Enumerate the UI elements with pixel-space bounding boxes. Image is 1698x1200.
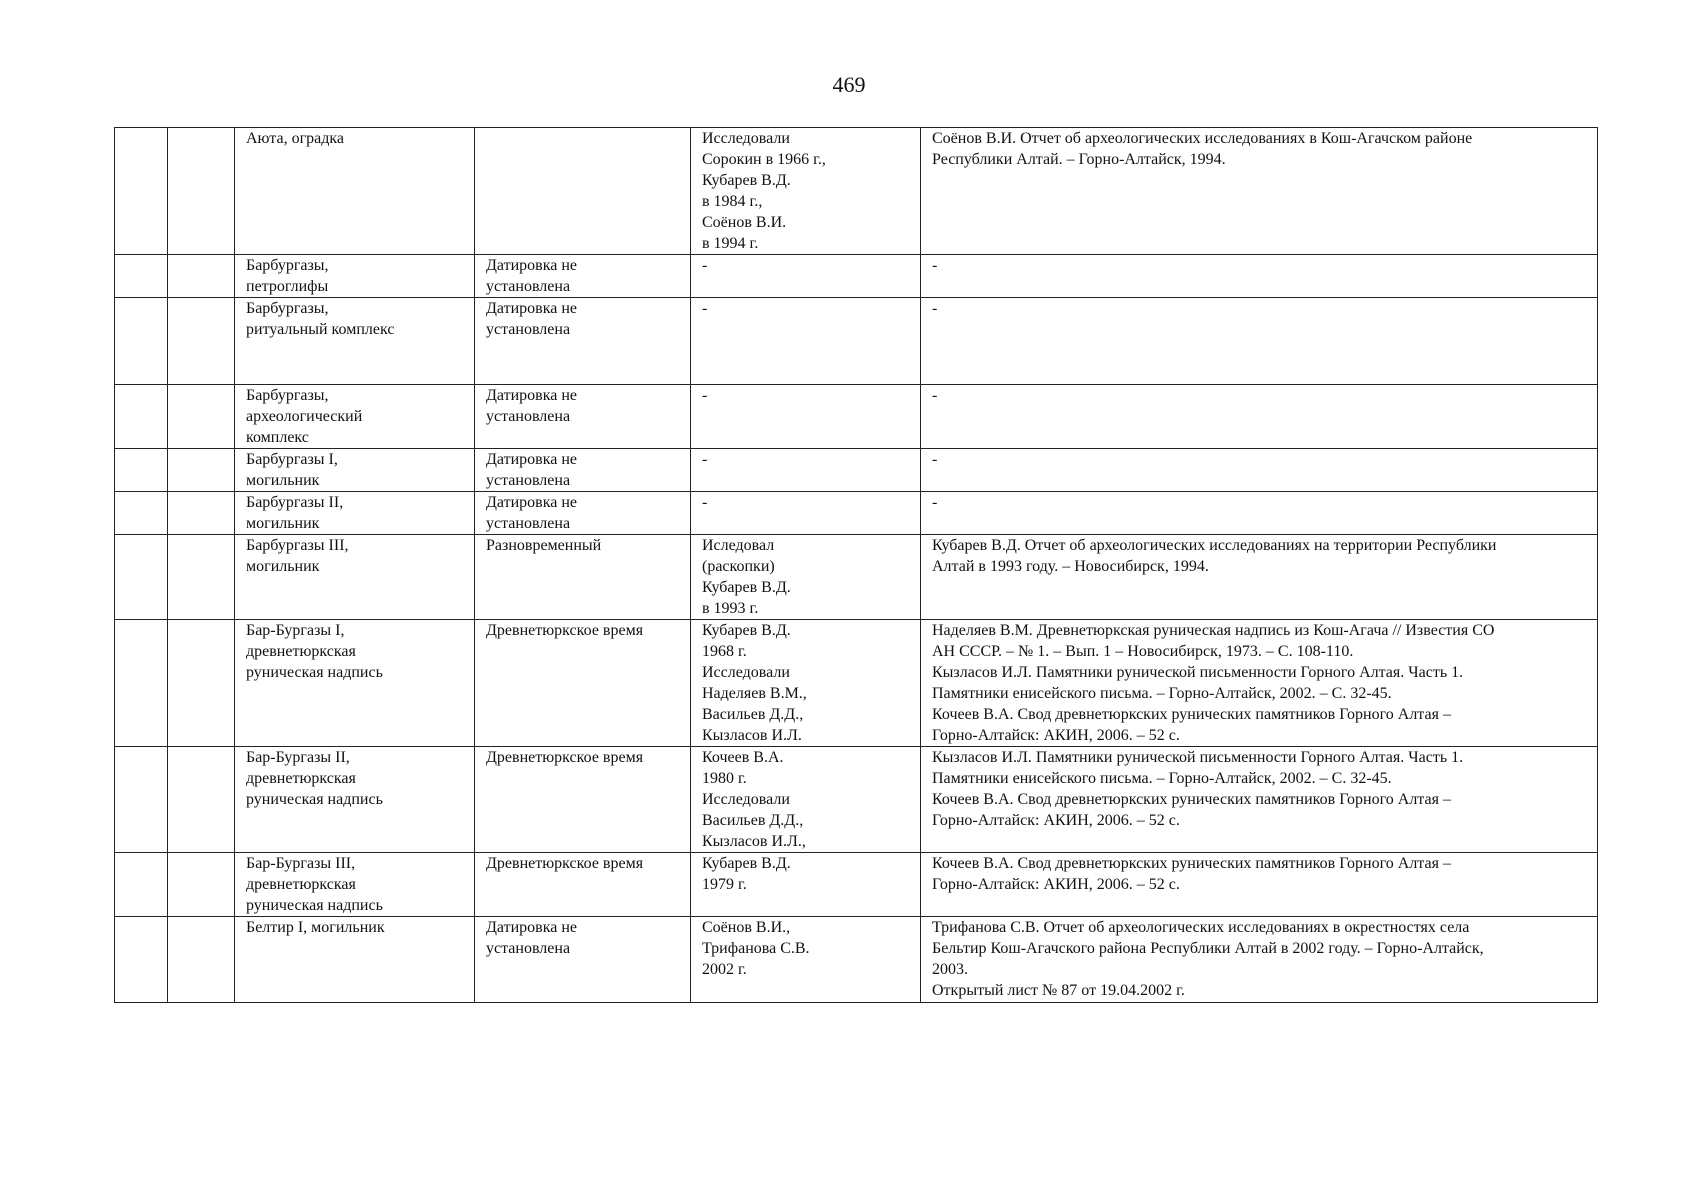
row-number-cell (115, 747, 168, 853)
cell-line: Барбургазы, (246, 300, 329, 317)
cell-line: Кочеев В.А. (702, 749, 784, 766)
row-number-cell (115, 128, 168, 255)
investigated-cell (691, 492, 921, 535)
cell-line: Кызласов И.Л. (702, 727, 802, 744)
row-number-cell (115, 298, 168, 385)
investigated-cell (691, 255, 921, 298)
investigated-cell (691, 385, 921, 449)
cell-line: Васильев Д.Д., (702, 812, 804, 829)
row-number-cell (115, 535, 168, 620)
cell-line: установлена (486, 278, 571, 295)
cell-line: - (932, 451, 938, 468)
cell-line: Кубарев В.Д. (702, 855, 791, 872)
cell-line: Кубарев В.Д. (702, 172, 791, 189)
literature-cell (921, 298, 1598, 385)
row-code-cell (168, 298, 235, 385)
dating-cell (475, 917, 691, 1003)
monuments-table (114, 127, 1598, 1003)
cell-line: Датировка не (486, 451, 578, 468)
cell-line: Васильев Д.Д., (702, 706, 804, 723)
monument-name-cell (235, 298, 475, 385)
cell-line: Датировка не (486, 919, 578, 936)
cell-line: Аюта, оградка (246, 130, 345, 147)
table-row (115, 747, 1598, 853)
cell-line: Белтир I, могильник (246, 919, 385, 936)
investigated-cell (691, 449, 921, 492)
cell-line: Горно-Алтайск: АКИН, 2006. – 52 с. (932, 812, 1180, 829)
monument-name-cell (235, 255, 475, 298)
cell-line: установлена (486, 408, 571, 425)
cell-line: древнетюркская (246, 770, 356, 787)
literature-cell (921, 917, 1598, 1003)
cell-line: 1968 г. (702, 643, 747, 660)
table-row (115, 385, 1598, 449)
literature-cell (921, 449, 1598, 492)
dating-cell (475, 853, 691, 917)
row-code-cell (168, 853, 235, 917)
monument-name-cell (235, 917, 475, 1003)
row-code-cell (168, 255, 235, 298)
row-number-cell (115, 853, 168, 917)
table-row (115, 620, 1598, 747)
dating-cell (475, 385, 691, 449)
cell-line: Памятники енисейского письма. – Горно-Алтайск, 2002. – С. 32-45. (932, 770, 1392, 787)
literature-cell (921, 255, 1598, 298)
cell-line: Кызласов И.Л. Памятники рунической письменности Горного Алтая. Часть 1. (932, 749, 1464, 766)
dating-cell (475, 535, 691, 620)
cell-line: Барбургазы, (246, 387, 329, 404)
cell-line: в 1984 г., (702, 193, 763, 210)
cell-line: могильник (246, 558, 320, 575)
cell-line: Кочеев В.А. Свод древнетюркских рунических памятников Горного Алтая – (932, 706, 1451, 723)
row-number-cell (115, 620, 168, 747)
cell-line: Исследовали (702, 791, 790, 808)
cell-line: установлена (486, 940, 571, 957)
dating-cell (475, 255, 691, 298)
cell-line: Соёнов В.И. Отчет об археологических исследованиях в Кош-Агачском районе (932, 130, 1473, 147)
cell-line: могильник (246, 515, 320, 532)
literature-cell (921, 535, 1598, 620)
row-number-cell (115, 917, 168, 1003)
investigated-cell (691, 917, 921, 1003)
cell-line: Барбургазы I, (246, 451, 338, 468)
row-number-cell (115, 492, 168, 535)
cell-line: Кубарев В.Д. Отчет об археологических исследованиях на территории Республики (932, 537, 1497, 554)
cell-line: Трифанова С.В. Отчет об археологических исследованиях в окрестностях села (932, 919, 1470, 936)
cell-line: установлена (486, 515, 571, 532)
cell-line: - (702, 451, 708, 468)
cell-line: Республики Алтай. – Горно-Алтайск, 1994. (932, 151, 1226, 168)
cell-line: Барбургазы II, (246, 494, 344, 511)
cell-line: 2002 г. (702, 961, 747, 978)
cell-line: - (702, 494, 708, 511)
cell-line: Датировка не (486, 257, 578, 274)
cell-line: (раскопки) (702, 558, 775, 575)
literature-cell (921, 853, 1598, 917)
table-row (115, 492, 1598, 535)
literature-cell (921, 492, 1598, 535)
dating-cell (475, 128, 691, 255)
monument-name-cell (235, 492, 475, 535)
cell-line: Древнетюркское время (486, 855, 644, 872)
cell-line: в 1993 г. (702, 600, 759, 617)
cell-line: Разновременный (486, 537, 602, 554)
cell-line: руническая надпись (246, 664, 383, 681)
cell-line: Горно-Алтайск: АКИН, 2006. – 52 с. (932, 727, 1180, 744)
cell-line: - (932, 387, 938, 404)
table-row (115, 298, 1598, 385)
cell-line: Кочеев В.А. Свод древнетюркских рунических памятников Горного Алтая – (932, 855, 1451, 872)
row-code-cell (168, 492, 235, 535)
cell-line: Кубарев В.Д. (702, 622, 791, 639)
cell-line: Иследовал (702, 537, 775, 554)
cell-line: Датировка не (486, 494, 578, 511)
table-row (115, 535, 1598, 620)
row-code-cell (168, 128, 235, 255)
cell-line: руническая надпись (246, 791, 383, 808)
cell-line: Датировка не (486, 387, 578, 404)
cell-line: - (932, 257, 938, 274)
cell-line: Исследовали (702, 130, 790, 147)
cell-line: - (702, 387, 708, 404)
cell-line: АН СССР. – № 1. – Вып. 1 – Новосибирск, 1973. – С. 108-110. (932, 643, 1354, 660)
cell-line: 1979 г. (702, 876, 747, 893)
row-code-cell (168, 747, 235, 853)
cell-line: Сорокин в 1966 г., (702, 151, 826, 168)
investigated-cell (691, 747, 921, 853)
cell-line: Датировка не (486, 300, 578, 317)
cell-line: Горно-Алтайск: АКИН, 2006. – 52 с. (932, 876, 1180, 893)
dating-cell (475, 492, 691, 535)
literature-cell (921, 620, 1598, 747)
cell-line: древнетюркская (246, 876, 356, 893)
row-code-cell (168, 449, 235, 492)
table-row (115, 853, 1598, 917)
cell-line: Кубарев В.Д. (702, 579, 791, 596)
investigated-cell (691, 298, 921, 385)
cell-line: Кочеев В.А. Свод древнетюркских рунических памятников Горного Алтая – (932, 791, 1451, 808)
literature-cell (921, 385, 1598, 449)
cell-line: Барбургазы, (246, 257, 329, 274)
investigated-cell (691, 620, 921, 747)
monument-name-cell (235, 128, 475, 255)
row-code-cell (168, 535, 235, 620)
cell-line: древнетюркская (246, 643, 356, 660)
table-row (115, 128, 1598, 255)
cell-line: Кызласов И.Л., (702, 833, 806, 850)
table-row (115, 917, 1598, 1003)
cell-line: Исследовали (702, 664, 790, 681)
cell-line: петроглифы (246, 278, 329, 295)
row-code-cell (168, 385, 235, 449)
cell-line: комплекс (246, 429, 309, 446)
cell-line: Наделяев В.М. Древнетюркская руническая надпись из Кош-Агача // Известия СО (932, 622, 1495, 639)
cell-line: - (702, 300, 708, 317)
monument-name-cell (235, 385, 475, 449)
row-code-cell (168, 620, 235, 747)
cell-line: 1980 г. (702, 770, 747, 787)
cell-line: Алтай в 1993 году. – Новосибирск, 1994. (932, 558, 1209, 575)
page-number: 469 (832, 72, 866, 97)
cell-line: - (932, 494, 938, 511)
cell-line: ритуальный комплекс (246, 321, 395, 338)
cell-line: Соёнов В.И., (702, 919, 791, 936)
literature-cell (921, 747, 1598, 853)
cell-line: Барбургазы III, (246, 537, 349, 554)
cell-line: Трифанова С.В. (702, 940, 810, 957)
cell-line: установлена (486, 472, 571, 489)
dating-cell (475, 620, 691, 747)
row-number-cell (115, 385, 168, 449)
cell-line: Кызласов И.Л. Памятники рунической письменности Горного Алтая. Часть 1. (932, 664, 1464, 681)
cell-line: руническая надпись (246, 897, 383, 914)
investigated-cell (691, 535, 921, 620)
cell-line: Наделяев В.М., (702, 685, 807, 702)
monument-name-cell (235, 535, 475, 620)
literature-cell (921, 128, 1598, 255)
dating-cell (475, 747, 691, 853)
monument-name-cell (235, 620, 475, 747)
dating-cell (475, 449, 691, 492)
cell-line: Памятники енисейского письма. – Горно-Алтайск, 2002. – С. 32-45. (932, 685, 1392, 702)
monument-name-cell (235, 853, 475, 917)
cell-line: Соёнов В.И. (702, 214, 787, 231)
monument-name-cell (235, 449, 475, 492)
cell-line: Открытый лист № 87 от 19.04.2002 г. (932, 982, 1185, 999)
cell-line: Бельтир Кош-Агачского района Республики Алтай в 2002 году. – Горно-Алтайск, (932, 940, 1484, 957)
table-row (115, 255, 1598, 298)
investigated-cell (691, 853, 921, 917)
cell-line: археологический (246, 408, 363, 425)
table-row (115, 449, 1598, 492)
cell-line: Бар-Бургазы II, (246, 749, 350, 766)
cell-line: могильник (246, 472, 320, 489)
row-code-cell (168, 917, 235, 1003)
cell-line: Древнетюркское время (486, 749, 644, 766)
cell-line: 2003. (932, 961, 968, 978)
dating-cell (475, 298, 691, 385)
cell-line: Бар-Бургазы III, (246, 855, 356, 872)
row-number-cell (115, 255, 168, 298)
cell-line: - (932, 300, 938, 317)
row-number-cell (115, 449, 168, 492)
cell-line: Древнетюркское время (486, 622, 644, 639)
cell-line: Бар-Бургазы I, (246, 622, 345, 639)
cell-line: в 1994 г. (702, 235, 759, 252)
monument-name-cell (235, 747, 475, 853)
investigated-cell (691, 128, 921, 255)
cell-line: - (702, 257, 708, 274)
cell-line: установлена (486, 321, 571, 338)
